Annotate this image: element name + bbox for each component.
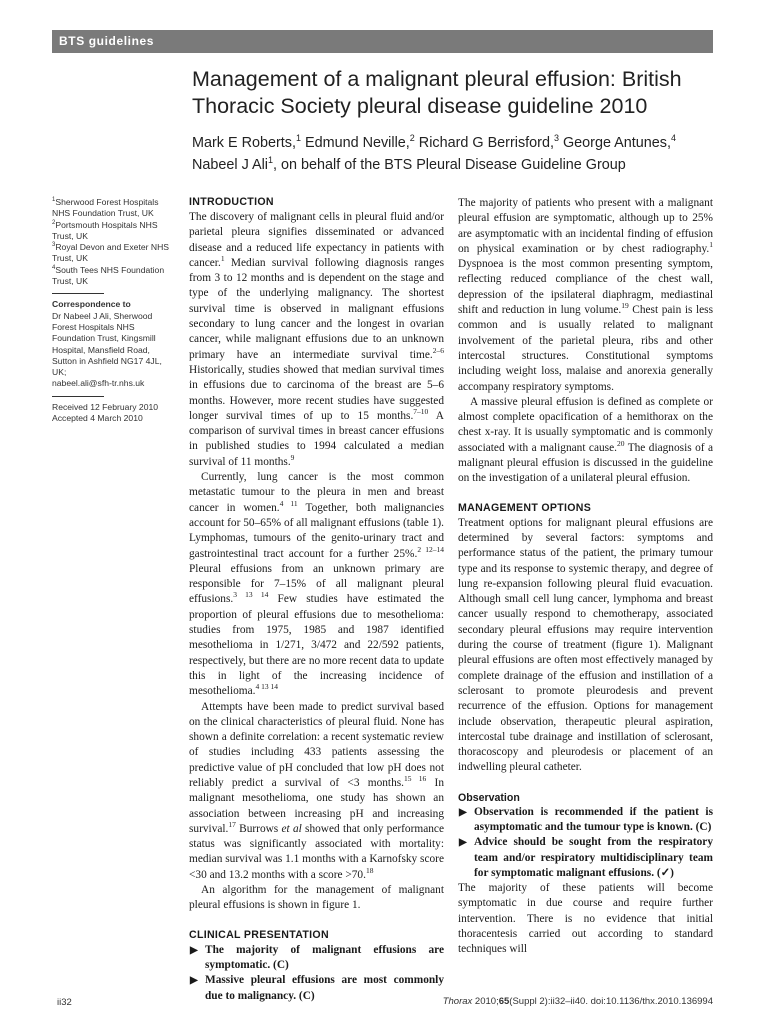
paragraph-text: Burrows bbox=[235, 822, 282, 835]
affiliation-list bbox=[52, 197, 170, 287]
paragraph-text: A comparison of survival times in breast cancer effusions in published studies to 1994 calculated a median survival of 11 months. bbox=[189, 409, 445, 468]
paragraph bbox=[458, 196, 713, 395]
paragraph-text: showed that only performance status was significantly associated with mortality: median survival was 1.1 months with a Karnofsky score <30 and 13.2 months with a score >70. bbox=[189, 822, 444, 881]
divider bbox=[52, 396, 104, 397]
recommendation bbox=[189, 943, 444, 974]
divider bbox=[52, 293, 104, 294]
citation-reference: 4 11 bbox=[279, 498, 298, 508]
paragraph-text: Pleural effusions from an unknown primary are responsible for 7–15% of all malignant pleural effusions. bbox=[189, 562, 444, 606]
affiliation-text: Sherwood Forest Hospitals NHS Foundation Trust, UK bbox=[52, 197, 159, 219]
author-name: George Antunes, bbox=[562, 135, 671, 151]
recommendation-text: Massive pleural effusions are most commonly due to malignancy. (C) bbox=[205, 974, 444, 1002]
bullet-triangle-icon: ▶ bbox=[459, 837, 467, 849]
section-heading: MANAGEMENT OPTIONS bbox=[458, 501, 592, 514]
journal-name: Thorax bbox=[442, 996, 473, 1007]
author-name: Richard G Berrisford, bbox=[418, 135, 554, 151]
author-name: Mark E Roberts, bbox=[192, 135, 296, 151]
paragraph-text: The majority of these patients will become symptomatic in due course and require further intervention. There is no evidence that initial thoracentesis carried out according to standard techniques will bbox=[458, 882, 713, 956]
affiliation-item bbox=[52, 265, 170, 288]
paragraph-text: Median survival following diagnosis ranges from 3 to 12 months and is dependent on the stage and type of the underlying malignancy. The shortest survival time is observed in malignant effusions secondary to lung cancer and the longest in ovarian cancer, while malignant effusions due to an unknown primary have an intermediate survival time. bbox=[189, 256, 444, 361]
affiliation-text: South Tees NHS Foundation Trust, UK bbox=[52, 264, 165, 287]
section-heading: CLINICAL PRESENTATION bbox=[189, 928, 329, 941]
article-title: Management of a malignant pleural effusion: British Thoracic Society pleural disease guideline 2010 bbox=[192, 67, 682, 118]
paragraph bbox=[458, 881, 713, 957]
paragraph bbox=[189, 883, 444, 914]
accepted-date: Accepted 4 March 2010 bbox=[52, 413, 143, 424]
paragraph-text: Dyspnoea is the most common presenting symptom, reflecting reduced compliance of the chest wall, depression of the ipsilateral diaphragm, mediastinal shift and reduction in lung volume. bbox=[458, 258, 713, 317]
paragraph-text: Together, both malignancies account for 50–65% of all malignant effusions (table 1). Lymphomas, tumours of the genito-urinary tract and gastrointestinal tract account for a further 25%. bbox=[189, 501, 444, 560]
citation-reference: 7–10 bbox=[413, 407, 429, 417]
correspondence-line: Forest Hospitals NHS bbox=[52, 321, 135, 332]
correspondence-line: Sutton in Ashfield NG17 4JL, bbox=[52, 355, 162, 366]
citation-details: (Suppl 2):ii32–ii40. doi:10.1136/thx.2010.136994 bbox=[509, 996, 713, 1007]
affiliation-item bbox=[52, 220, 170, 243]
paragraph-text: In malignant mesothelioma, one study has shown an association between increasing pH and increasing survival. bbox=[189, 776, 444, 835]
correspondence-line: UK; bbox=[52, 367, 67, 378]
citation-reference: 3 13 14 bbox=[233, 590, 269, 600]
correspondence-line: Foundation Trust, Kingsmill bbox=[52, 333, 156, 344]
citation-reference: 1 bbox=[709, 240, 713, 250]
paragraph-text: The majority of patients who present with a malignant pleural effusion are symptomatic, although up to 25% are asymptomatic with an incidental finding of effusion on physical examination or by chest radiography. bbox=[458, 197, 713, 255]
section-heading: INTRODUCTION bbox=[189, 196, 274, 208]
paragraph bbox=[458, 395, 713, 487]
paragraph bbox=[189, 700, 444, 884]
paragraph bbox=[189, 470, 444, 699]
paragraph bbox=[189, 210, 444, 470]
section-gap bbox=[458, 776, 713, 791]
citation-reference: 18 bbox=[365, 865, 374, 875]
author-affiliation-mark: 2 bbox=[409, 133, 415, 144]
citation-reference: 15 16 bbox=[404, 774, 427, 784]
citation-reference: 2–6 bbox=[432, 345, 444, 355]
correspondence-line: Hospital, Mansfield Road, bbox=[52, 344, 150, 355]
author-affiliation-mark: 3 bbox=[553, 133, 559, 144]
subsection-heading: Observation bbox=[458, 791, 520, 804]
body-column-left bbox=[189, 196, 445, 1002]
paragraph-text: Treatment options for malignant pleural effusions are determined by several factors: symptoms and performance status of the patient, the primary tumour type and its response to systemic therapy, and degree of lung re-expansion following pleural fluid evacuation. Although small cell lung cancer, lymphoma and breast cancer usually respond to chemotherapy, associated secondary pleural effusions may require intervention during the course of treatment (figure 1). Malignant pleural effusions are often most effectively managed by complete drainage of the effusion and instillation of a sclerosant to promote pleurodesis and prevent recurrence of the effusion. Options for management include observation, therapeutic pleural aspiration, intercostal tube drainage and instillation of sclerosant, thoracoscopy and pleurodesis or placement of an indwelling pleural catheter. bbox=[458, 516, 713, 774]
paragraph-text: The diagnosis of a malignant pleural effusion is discussed in the guideline on the investigation of a unilateral pleural effusion. bbox=[458, 441, 713, 485]
correspondence-address bbox=[52, 311, 170, 390]
author-affiliation-mark: 4 bbox=[670, 133, 676, 144]
received-date: Received 12 February 2010 bbox=[52, 401, 159, 412]
citation-volume: 65 bbox=[498, 996, 510, 1007]
bullet-triangle-icon: ▶ bbox=[190, 975, 198, 987]
paragraph-text: Attempts have been made to predict survival based on the clinical characteristics of pleural fluid. None has shown a definite correlation: a recent systematic review of studies including 433 patients assessing the predictive value of pH concluded that low pH does not reliably predict a survival of <3 months. bbox=[189, 700, 444, 789]
correspondence-heading: Correspondence to bbox=[52, 299, 131, 310]
recommendation bbox=[458, 835, 713, 881]
sidebar bbox=[52, 197, 170, 424]
affiliation-number: 1 bbox=[52, 197, 56, 204]
author-group-suffix: , on behalf of the BTS Pleural Disease Guideline Group bbox=[273, 157, 626, 173]
recommendation-text: Advice should be sought from the respiratory team and/or respiratory multidisciplinary team for symptomatic malignant effusions. (✓) bbox=[474, 836, 713, 879]
affiliation-text: Portsmouth Hospitals NHS Trust, UK bbox=[52, 219, 158, 241]
section-banner bbox=[52, 30, 713, 53]
paragraph-text: A massive pleural effusion is defined as complete or almost complete opacification of a hemithorax on the chest x-ray. It is usually symptomatic and is commonly associated with a malignant cause. bbox=[458, 395, 713, 454]
paragraph-text: Historically, studies showed that median survival times in effusions due to carcinoma of the breast are 5–6 months. However, more recent studies have suggested longer survival times of up to 15 months. bbox=[189, 363, 444, 422]
bullet-triangle-icon: ▶ bbox=[459, 806, 467, 818]
paragraph-text: The discovery of malignant cells in pleural fluid and/or parietal pleura signifies disseminated or advanced disease and a reduced life expectancy in patients with cancer. bbox=[189, 211, 444, 269]
paragraph-text: An algorithm for the management of malignant pleural effusions is shown in figure 1. bbox=[189, 884, 444, 912]
paragraph-text: Few studies have estimated the proportion of pleural effusions due to mesothelioma: studies from 1975, 1985 and 1987 identified mesothelioma in 1/271, 3/472 and 22/592 patients, respectively, but there are no more recent data to update this in light of the increasing incidence of mesothelioma. bbox=[189, 593, 445, 698]
paragraph-text: Currently, lung cancer is the most common metastatic tumour to the pleura in men and breast cancer in women. bbox=[189, 471, 444, 514]
author-list bbox=[192, 132, 722, 176]
author-affiliation-mark: 1 bbox=[295, 133, 301, 144]
recommendation bbox=[458, 805, 713, 836]
italic-text: et al bbox=[281, 822, 302, 835]
correspondence-line: nabeel.ali@sfh-tr.nhs.uk bbox=[52, 378, 145, 389]
paragraph bbox=[458, 516, 713, 776]
page-number: ii32 bbox=[57, 997, 72, 1008]
citation-reference: 1 bbox=[220, 254, 225, 264]
section-gap bbox=[458, 487, 713, 502]
citation-reference: 20 bbox=[616, 438, 625, 448]
author-affiliation-mark: 1 bbox=[268, 155, 274, 166]
recommendation-text: Observation is recommended if the patient is asymptomatic and the tumour type is known. (C) bbox=[474, 805, 713, 833]
affiliation-number: 3 bbox=[52, 242, 56, 249]
citation-reference: 19 bbox=[621, 301, 629, 311]
citation-reference: 2 12–14 bbox=[417, 544, 444, 554]
recommendation bbox=[189, 973, 444, 1004]
citation-year: 2010; bbox=[472, 996, 499, 1007]
author-name: Nabeel J Ali bbox=[192, 157, 268, 173]
citation-reference: 4 13 14 bbox=[255, 682, 278, 692]
citation-reference: 17 bbox=[228, 820, 236, 830]
section-gap bbox=[189, 914, 444, 929]
affiliation-number: 4 bbox=[52, 264, 56, 271]
citation-footer bbox=[443, 996, 713, 1007]
section-label: BTS guidelines bbox=[59, 34, 155, 48]
affiliation-number: 2 bbox=[52, 219, 56, 226]
citation-reference: 9 bbox=[290, 452, 295, 462]
body-column-right bbox=[458, 196, 713, 988]
affiliation-item bbox=[52, 242, 170, 265]
paragraph-text: Chest pain is less common and is usually related to malignant involvement of the parietal pleura, ribs and other intercostal structures. Constitutional symptoms including weight loss, malaise and anorexia generally accompany respiratory symptoms. bbox=[458, 304, 713, 393]
recommendation-text: The majority of malignant effusions are symptomatic. (C) bbox=[205, 943, 444, 971]
bullet-triangle-icon: ▶ bbox=[190, 944, 198, 956]
author-name: Edmund Neville, bbox=[304, 135, 410, 151]
affiliation-item bbox=[52, 197, 170, 220]
correspondence-line: Dr Nabeel J Ali, Sherwood bbox=[52, 310, 153, 321]
affiliation-text: Royal Devon and Exeter NHS Trust, UK bbox=[52, 242, 170, 264]
